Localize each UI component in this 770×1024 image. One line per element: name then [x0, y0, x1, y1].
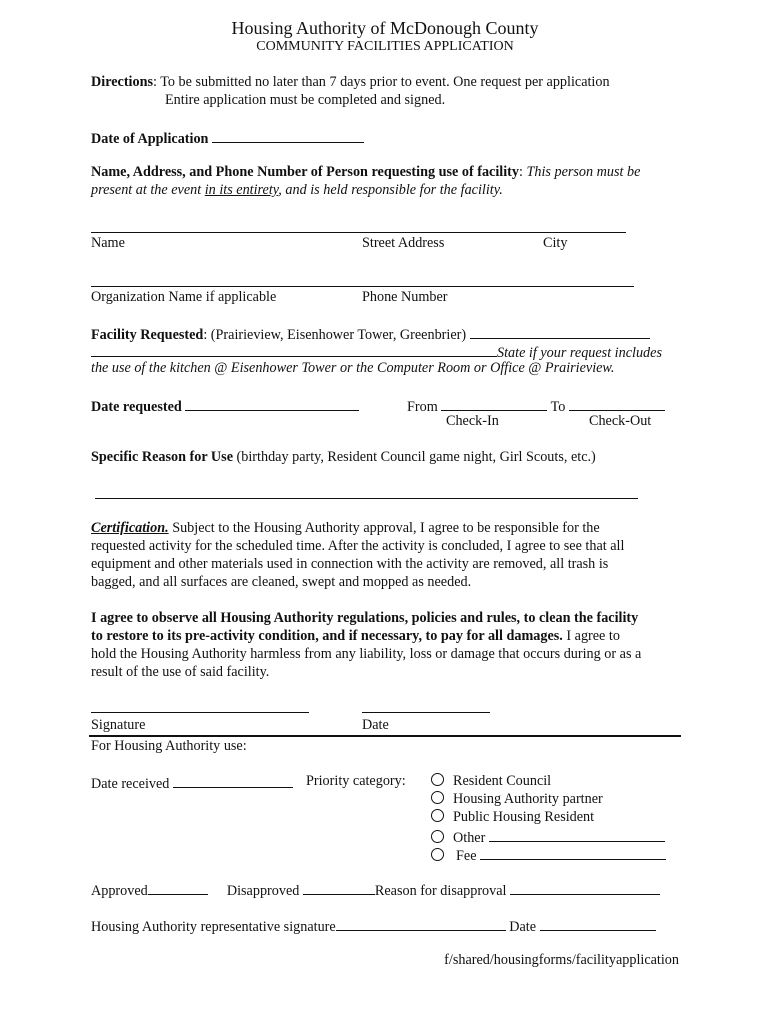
agreement-bold2: to restore to its pre-activity condition, and if necessary, to pay for all damages.	[91, 628, 563, 644]
approval-row	[91, 880, 660, 900]
date-of-application-field[interactable]	[212, 128, 364, 143]
date-requested-field[interactable]	[185, 396, 359, 411]
facility-field[interactable]	[470, 324, 650, 339]
certification-text-1: Subject to the Housing Authority approval, I agree to be responsible for the	[172, 520, 600, 536]
agreement-line1: I agree to observe all Housing Authority regulations, policies and rules, to clean the facility	[91, 610, 639, 626]
requester-heading: Name, Address, and Phone Number of Person requesting use of facility: This person must be	[91, 164, 641, 180]
priority-option-other[interactable]	[431, 827, 665, 847]
requester-note-underlined: in its entirety	[204, 182, 279, 198]
disapproved-label: Disapproved	[226, 883, 300, 899]
footer-path: f/shared/housingforms/facilityapplication	[444, 952, 679, 968]
reason-field[interactable]	[95, 497, 638, 499]
page-subtitle: COMMUNITY FACILITIES APPLICATION	[256, 39, 514, 54]
fee-field[interactable]	[480, 845, 666, 860]
facility-requested	[91, 324, 650, 344]
directions-line1: To be submitted no later than 7 days prior to event. One request per application	[160, 74, 610, 90]
priority-option-ha-partner[interactable]	[431, 791, 603, 808]
org-phone-field[interactable]	[91, 285, 634, 287]
priority-option-resident-council[interactable]	[431, 773, 551, 790]
facility-state-field[interactable]	[91, 342, 497, 357]
rep-date-field[interactable]	[540, 916, 656, 931]
directions: Directions: To be submitted no later than 7 days prior to event. One request per application	[91, 74, 610, 90]
to-field[interactable]	[569, 396, 665, 411]
requester-note-2: present at the event	[91, 182, 205, 198]
agreement-line2	[91, 628, 620, 645]
other-field[interactable]	[489, 827, 665, 842]
agreement-line4: result of the use of said facility.	[91, 664, 270, 680]
name-label: Name	[91, 235, 125, 251]
priority-option-label: Fee	[456, 848, 477, 864]
facility-state-note: State if your request includes	[497, 345, 662, 361]
from-label: From	[407, 399, 438, 415]
requester-note-3: , and is held responsible for the facility.	[278, 182, 503, 198]
signature-label: Signature	[91, 717, 146, 733]
agreement-line3: hold the Housing Authority harmless from any liability, loss or damage that occurs during or as a	[91, 646, 642, 662]
requester-label: Name, Address, and Phone Number of Person requesting use of facility	[91, 164, 519, 180]
date-received-label: Date received	[91, 776, 170, 792]
date-of-application	[91, 128, 364, 148]
date-requested	[91, 396, 359, 416]
priority-option-public-housing[interactable]	[431, 809, 594, 826]
radio-circle-icon[interactable]	[431, 830, 444, 843]
reason-examples: (birthday party, Resident Council game night, Girl Scouts, etc.)	[233, 449, 596, 465]
facility-state-row	[91, 342, 662, 362]
rep-signature-label: Housing Authority representative signature	[91, 919, 336, 935]
approved-field[interactable]	[148, 880, 208, 895]
signature-date-label: Date	[362, 717, 389, 733]
date-of-application-label: Date of Application	[91, 131, 209, 147]
radio-circle-icon[interactable]	[431, 791, 444, 804]
name-address-field[interactable]	[91, 231, 626, 233]
checkin-label: Check-In	[446, 413, 499, 429]
requester-note-1: This person must be	[526, 164, 641, 180]
approved-label: Approved	[91, 883, 148, 899]
facility-options: : (Prairieview, Eisenhower Tower, Greenbrier)	[203, 327, 467, 343]
priority-option-label: Housing Authority partner	[453, 791, 603, 807]
certification-line2: requested activity for the scheduled time. After the activity is concluded, I agree to see that all	[91, 538, 625, 554]
facility-state-note-2: the use of the kitchen @ Eisenhower Tower or the Computer Room or Office @ Prairieview.	[91, 360, 615, 376]
priority-option-fee[interactable]	[431, 845, 666, 865]
phone-number-label: Phone Number	[362, 289, 448, 305]
priority-option-label: Public Housing Resident	[453, 809, 595, 825]
date-received	[91, 773, 293, 793]
office-use-heading: For Housing Authority use:	[91, 738, 247, 754]
certification-label: Certification.	[91, 520, 169, 536]
rep-date-label: Date	[509, 919, 537, 935]
radio-circle-icon[interactable]	[431, 809, 444, 822]
reason-label: Specific Reason for Use	[91, 449, 233, 465]
certification-line4: bagged, and all surfaces are cleaned, swept and mopped as needed.	[91, 574, 472, 590]
signature-field[interactable]	[91, 711, 309, 713]
signature-date-field[interactable]	[362, 711, 490, 713]
page-title: Housing Authority of McDonough County	[231, 18, 539, 38]
agreement-line2-rest: I agree to	[562, 628, 620, 644]
priority-category-label: Priority category:	[306, 773, 406, 789]
requester-note	[91, 182, 503, 199]
radio-circle-icon[interactable]	[431, 848, 444, 861]
facility-label: Facility Requested	[91, 327, 204, 343]
rep-signature-row	[91, 916, 656, 936]
date-requested-label: Date requested	[91, 399, 182, 415]
to-label: To	[550, 399, 566, 415]
office-use-divider	[89, 734, 681, 737]
priority-option-label: Resident Council	[453, 773, 552, 789]
certification-line1	[91, 520, 600, 537]
street-address-label: Street Address	[362, 235, 445, 251]
from-field[interactable]	[441, 396, 547, 411]
org-name-label: Organization Name if applicable	[91, 289, 277, 305]
checkout-label: Check-Out	[589, 413, 652, 429]
reason-disapproval-field[interactable]	[510, 880, 660, 895]
city-label: City	[543, 235, 568, 251]
directions-line2: Entire application must be completed and signed.	[165, 92, 446, 108]
radio-circle-icon[interactable]	[431, 773, 444, 786]
date-received-field[interactable]	[173, 773, 293, 788]
directions-label: Directions	[91, 74, 153, 90]
certification-line3: equipment and other materials used in connection with the activity are removed, all trash is	[91, 556, 609, 572]
disapproved-field[interactable]	[303, 880, 375, 895]
reason-disapproval-label: Reason for disapproval	[374, 883, 507, 899]
priority-option-label: Other	[453, 830, 486, 846]
reason-for-use	[91, 449, 596, 466]
rep-signature-field[interactable]	[336, 916, 506, 931]
